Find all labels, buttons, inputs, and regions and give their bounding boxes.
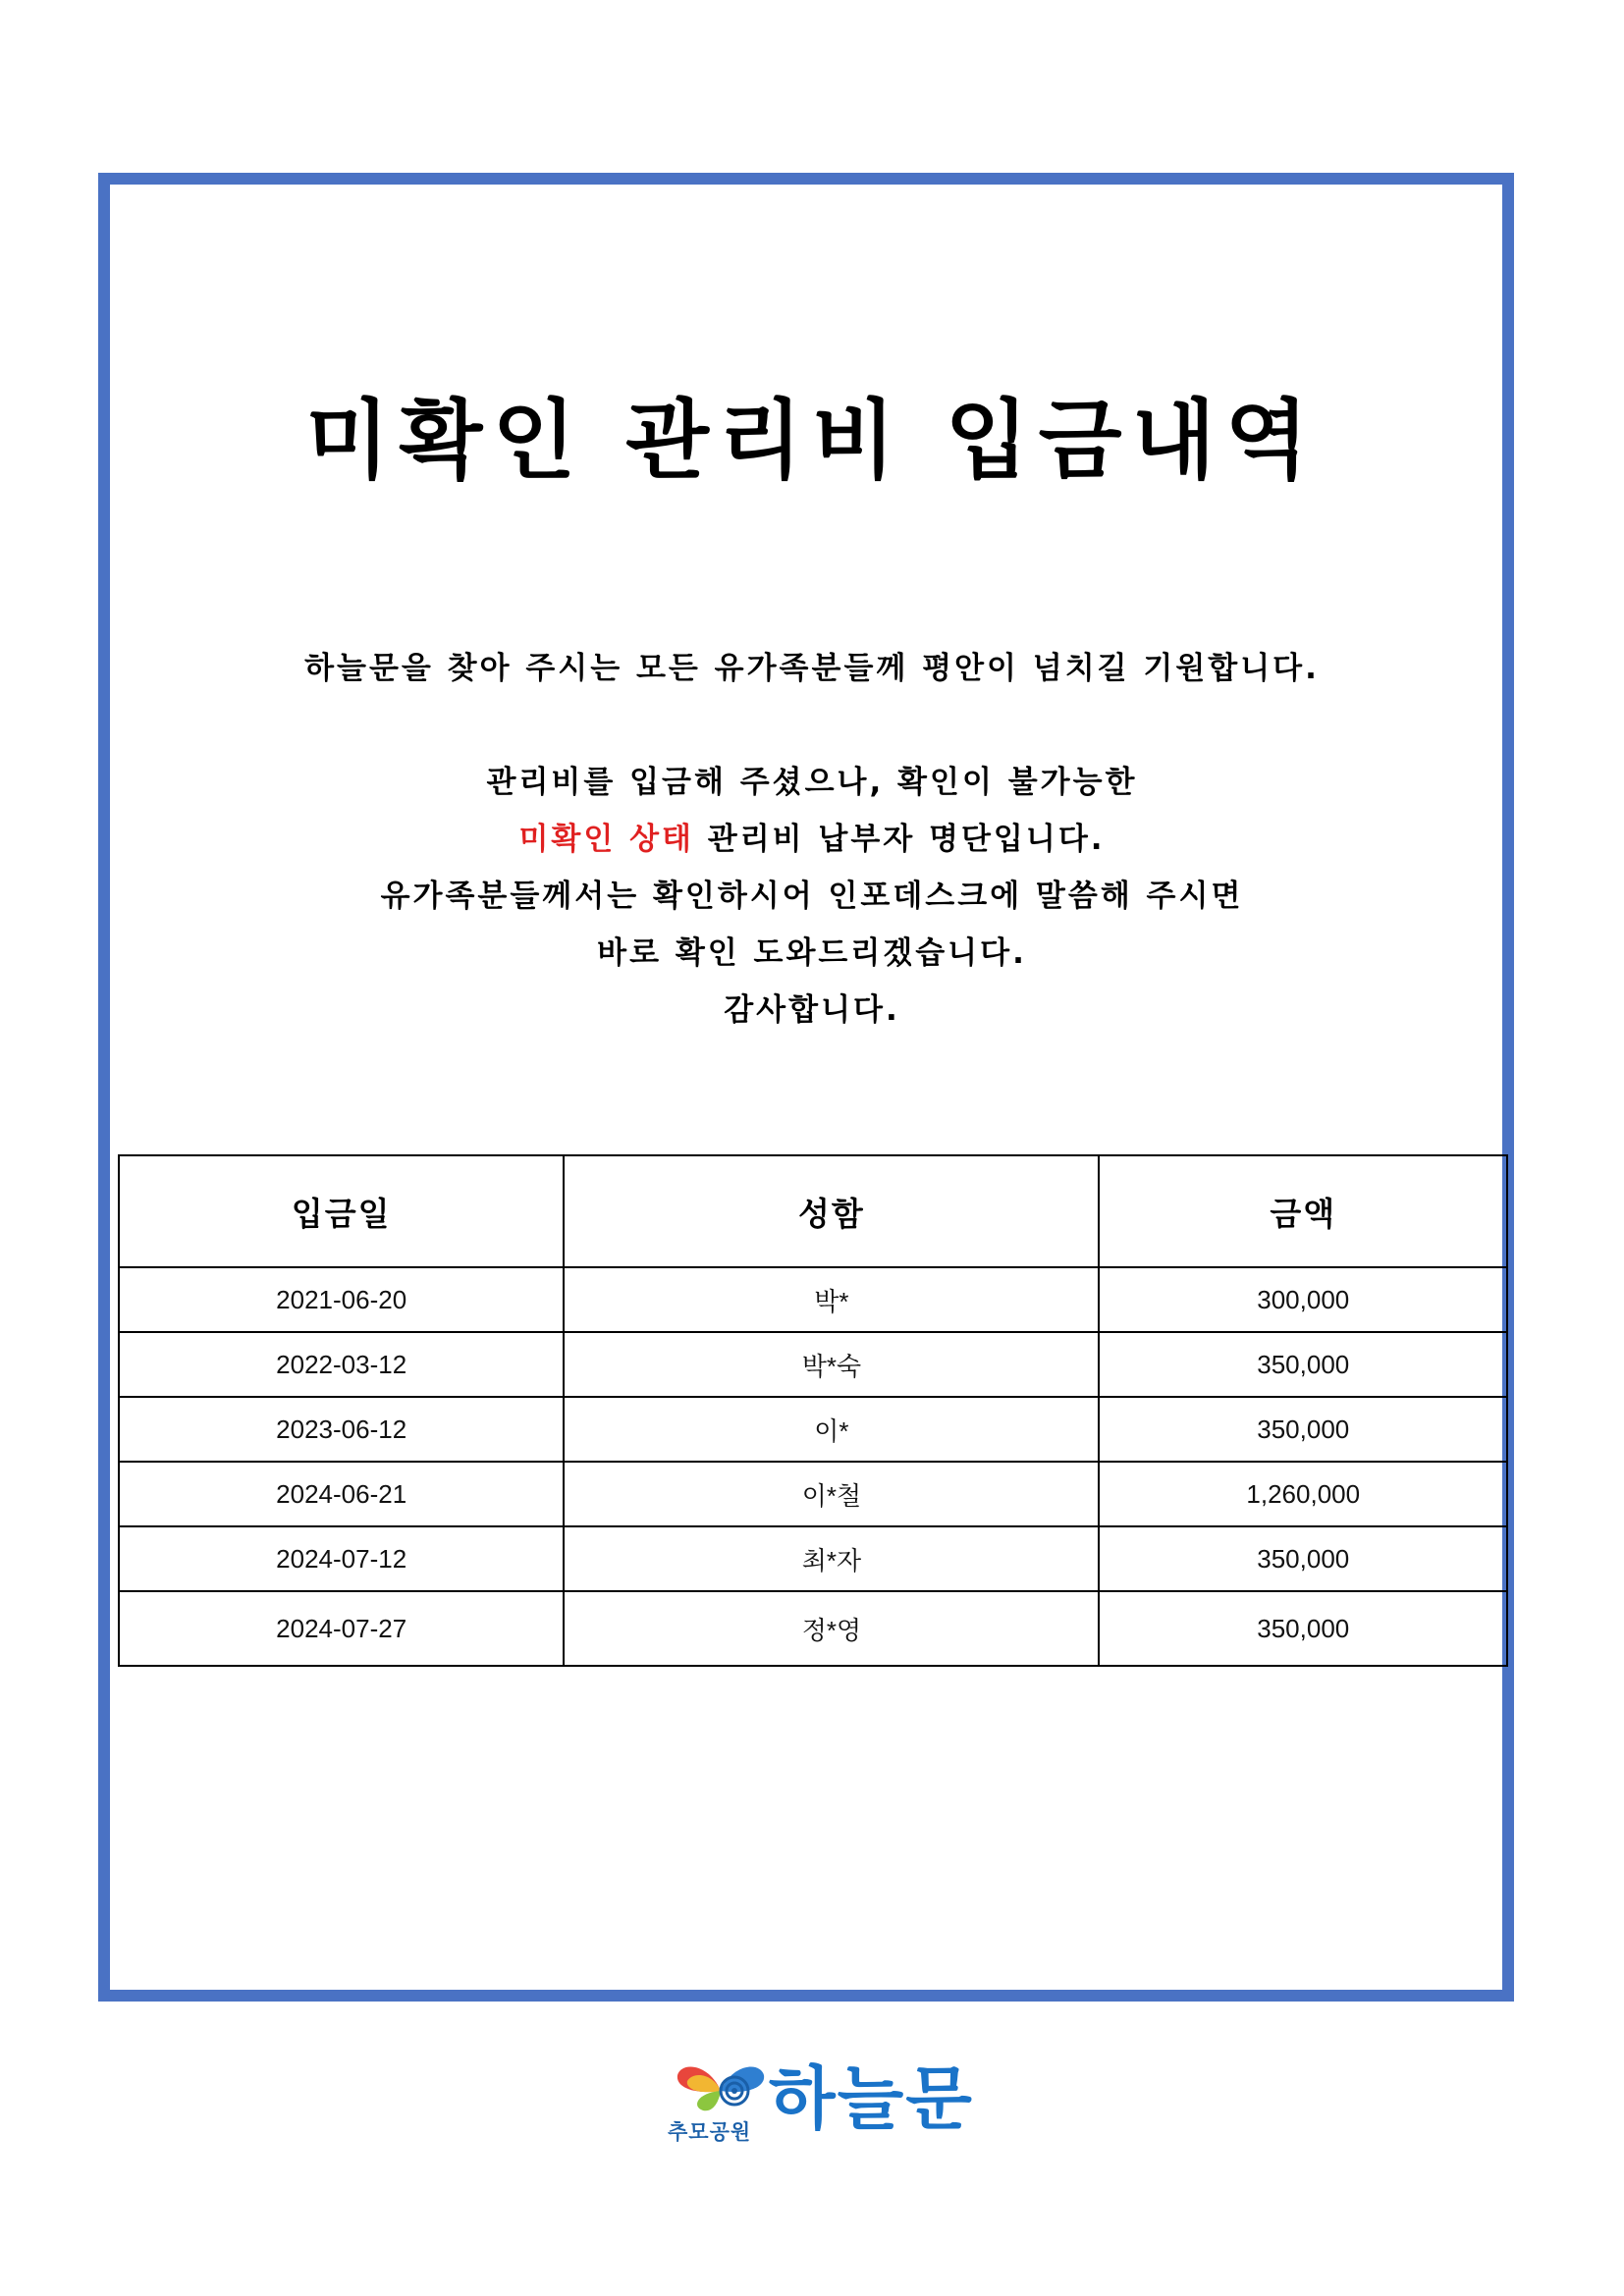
table-header-row bbox=[119, 1155, 1507, 1267]
header-amount: 금액 bbox=[1099, 1155, 1507, 1267]
notice-line-5: 감사합니다. bbox=[724, 992, 900, 1028]
cell-date: 2024-06-21 bbox=[119, 1462, 564, 1526]
notice-line-2 bbox=[0, 811, 1624, 868]
cell-name: 박*숙 bbox=[564, 1332, 1099, 1397]
notice-line-3: 유가족분들께서는 확인하시어 인포데스크에 말씀해 주시면 bbox=[380, 879, 1244, 914]
cell-date: 2021-06-20 bbox=[119, 1267, 564, 1332]
table-row bbox=[119, 1397, 1507, 1462]
greeting-text: 하늘문을 찾아 주시는 모든 유가족분들께 평안이 넘치길 기원합니다. bbox=[304, 651, 1320, 686]
cell-date: 2024-07-12 bbox=[119, 1526, 564, 1591]
header-deposit-date: 입금일 bbox=[119, 1155, 564, 1267]
cell-amount: 1,260,000 bbox=[1099, 1462, 1507, 1526]
cell-date: 2024-07-27 bbox=[119, 1591, 564, 1666]
page-title: 미확인 관리비 입금내역 bbox=[305, 390, 1319, 491]
logo-subtitle: 추모공원 bbox=[668, 2120, 752, 2144]
deposit-table bbox=[118, 1154, 1508, 1667]
cell-name: 이* bbox=[564, 1397, 1099, 1462]
table-row bbox=[119, 1526, 1507, 1591]
table-row bbox=[119, 1591, 1507, 1666]
table-row bbox=[119, 1462, 1507, 1526]
table-row bbox=[119, 1267, 1507, 1332]
cell-name: 이*철 bbox=[564, 1462, 1099, 1526]
cell-amount: 350,000 bbox=[1099, 1397, 1507, 1462]
cell-name: 박* bbox=[564, 1267, 1099, 1332]
haneulmun-logo bbox=[0, 2054, 1624, 2162]
cell-name: 정*영 bbox=[564, 1591, 1099, 1666]
notice-line-2-rest: 관리비 납부자 명단입니다. bbox=[693, 822, 1106, 857]
notice-line-1: 관리비를 입금해 주셨으나, 확인이 불가능한 bbox=[486, 765, 1138, 800]
cell-name: 최*자 bbox=[564, 1526, 1099, 1591]
notice-block bbox=[0, 754, 1624, 1039]
cell-amount: 350,000 bbox=[1099, 1591, 1507, 1666]
unconfirmed-status-highlight: 미확인 상태 bbox=[518, 822, 694, 857]
logo-brand-name: 하늘문 bbox=[769, 2058, 974, 2139]
cell-amount: 350,000 bbox=[1099, 1526, 1507, 1591]
notice-line-4: 바로 확인 도와드리겠습니다. bbox=[597, 935, 1027, 971]
cell-amount: 350,000 bbox=[1099, 1332, 1507, 1397]
cell-date: 2023-06-12 bbox=[119, 1397, 564, 1462]
butterfly-emblem-icon bbox=[674, 2057, 768, 2118]
cell-date: 2022-03-12 bbox=[119, 1332, 564, 1397]
table-row bbox=[119, 1332, 1507, 1397]
header-name: 성함 bbox=[564, 1155, 1099, 1267]
cell-amount: 300,000 bbox=[1099, 1267, 1507, 1332]
